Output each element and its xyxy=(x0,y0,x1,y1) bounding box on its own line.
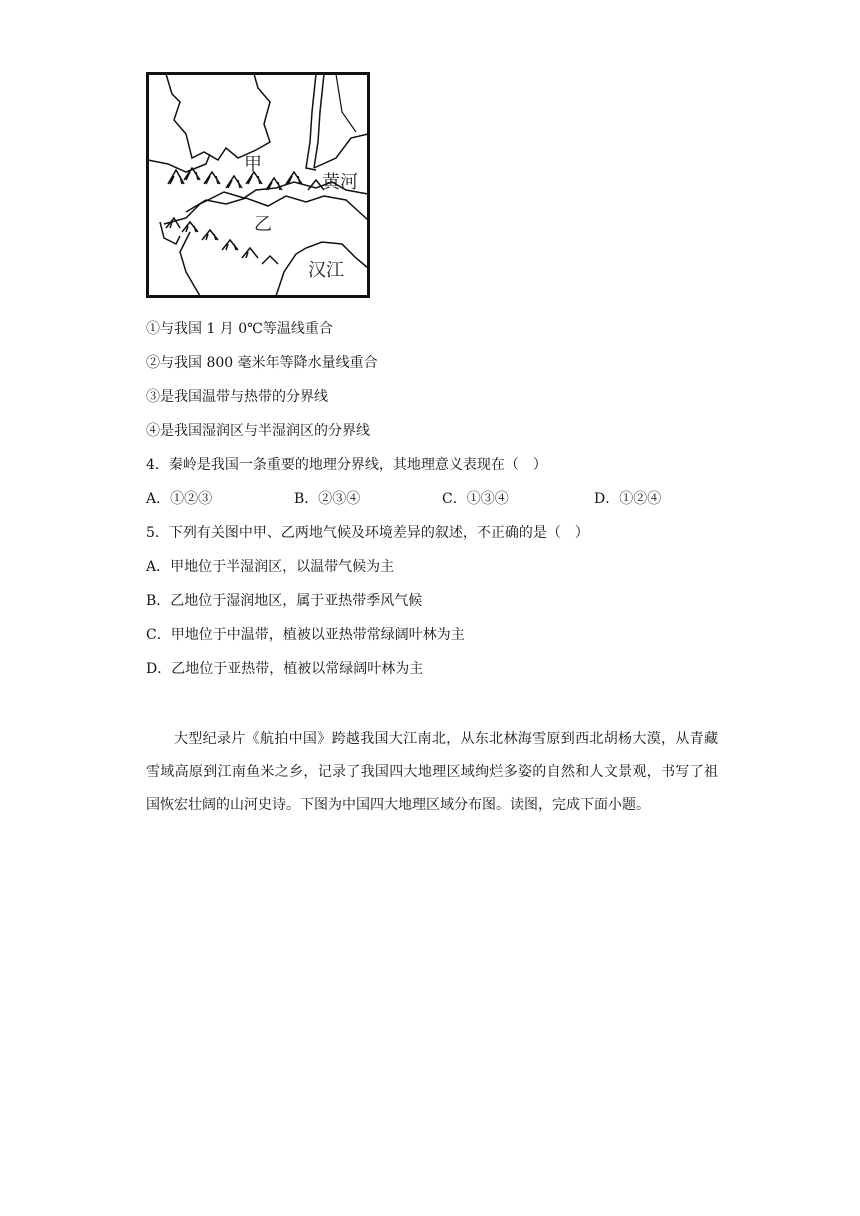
statement-2: ②与我国 800 毫米年等降水量线重合 xyxy=(146,355,378,371)
q4-option-a[interactable]: A．①②③ xyxy=(146,491,213,507)
reading-passage: 大型纪录片《航拍中国》跨越我国大江南北，从东北林海雪原到西北胡杨大漠，从青藏雪域高原到江南鱼米之乡，记录了我国四大地理区域绚烂多姿的自然和人文景观，书写了祖国恢宏壮阔的山河史诗。下图为中国四大地理区域分布图。读图，完成下面小题。 xyxy=(146,731,718,813)
statement-4: ④是我国湿润区与半湿润区的分界线 xyxy=(146,423,370,439)
q5-option-d[interactable]: D．乙地位于亚热带，植被以常绿阔叶林为主 xyxy=(146,661,424,677)
label-yi: 乙 xyxy=(254,214,272,235)
statement-1: ①与我国 1 月 0℃等温线重合 xyxy=(146,321,333,337)
label-jia: 甲 xyxy=(244,154,262,175)
q5-option-c[interactable]: C．甲地位于中温带，植被以亚热带常绿阔叶林为主 xyxy=(146,627,465,643)
question-5-stem: 5．下列有关图中甲、乙两地气候及环境差异的叙述，不正确的是（ ） xyxy=(146,525,589,541)
question-4-options xyxy=(146,490,706,508)
q4-option-d[interactable]: D．①②④ xyxy=(594,491,662,507)
q5-option-a[interactable]: A．甲地位于半湿润区，以温带气候为主 xyxy=(146,559,395,575)
question-4-stem: 4．秦岭是我国一条重要的地理分界线，其地理意义表现在（ ） xyxy=(146,457,547,473)
q4-option-c[interactable]: C．①③④ xyxy=(442,491,509,507)
q4-option-b[interactable]: B．②③④ xyxy=(294,491,361,507)
q5-option-b[interactable]: B．乙地位于湿润地区，属于亚热带季风气候 xyxy=(146,593,423,609)
label-huanghe: 黄河 xyxy=(322,172,358,193)
qinling-map-svg xyxy=(146,72,370,298)
label-hanjiang: 汉江 xyxy=(308,260,344,281)
qinling-map xyxy=(146,72,370,298)
statement-3: ③是我国温带与热带的分界线 xyxy=(146,389,328,405)
